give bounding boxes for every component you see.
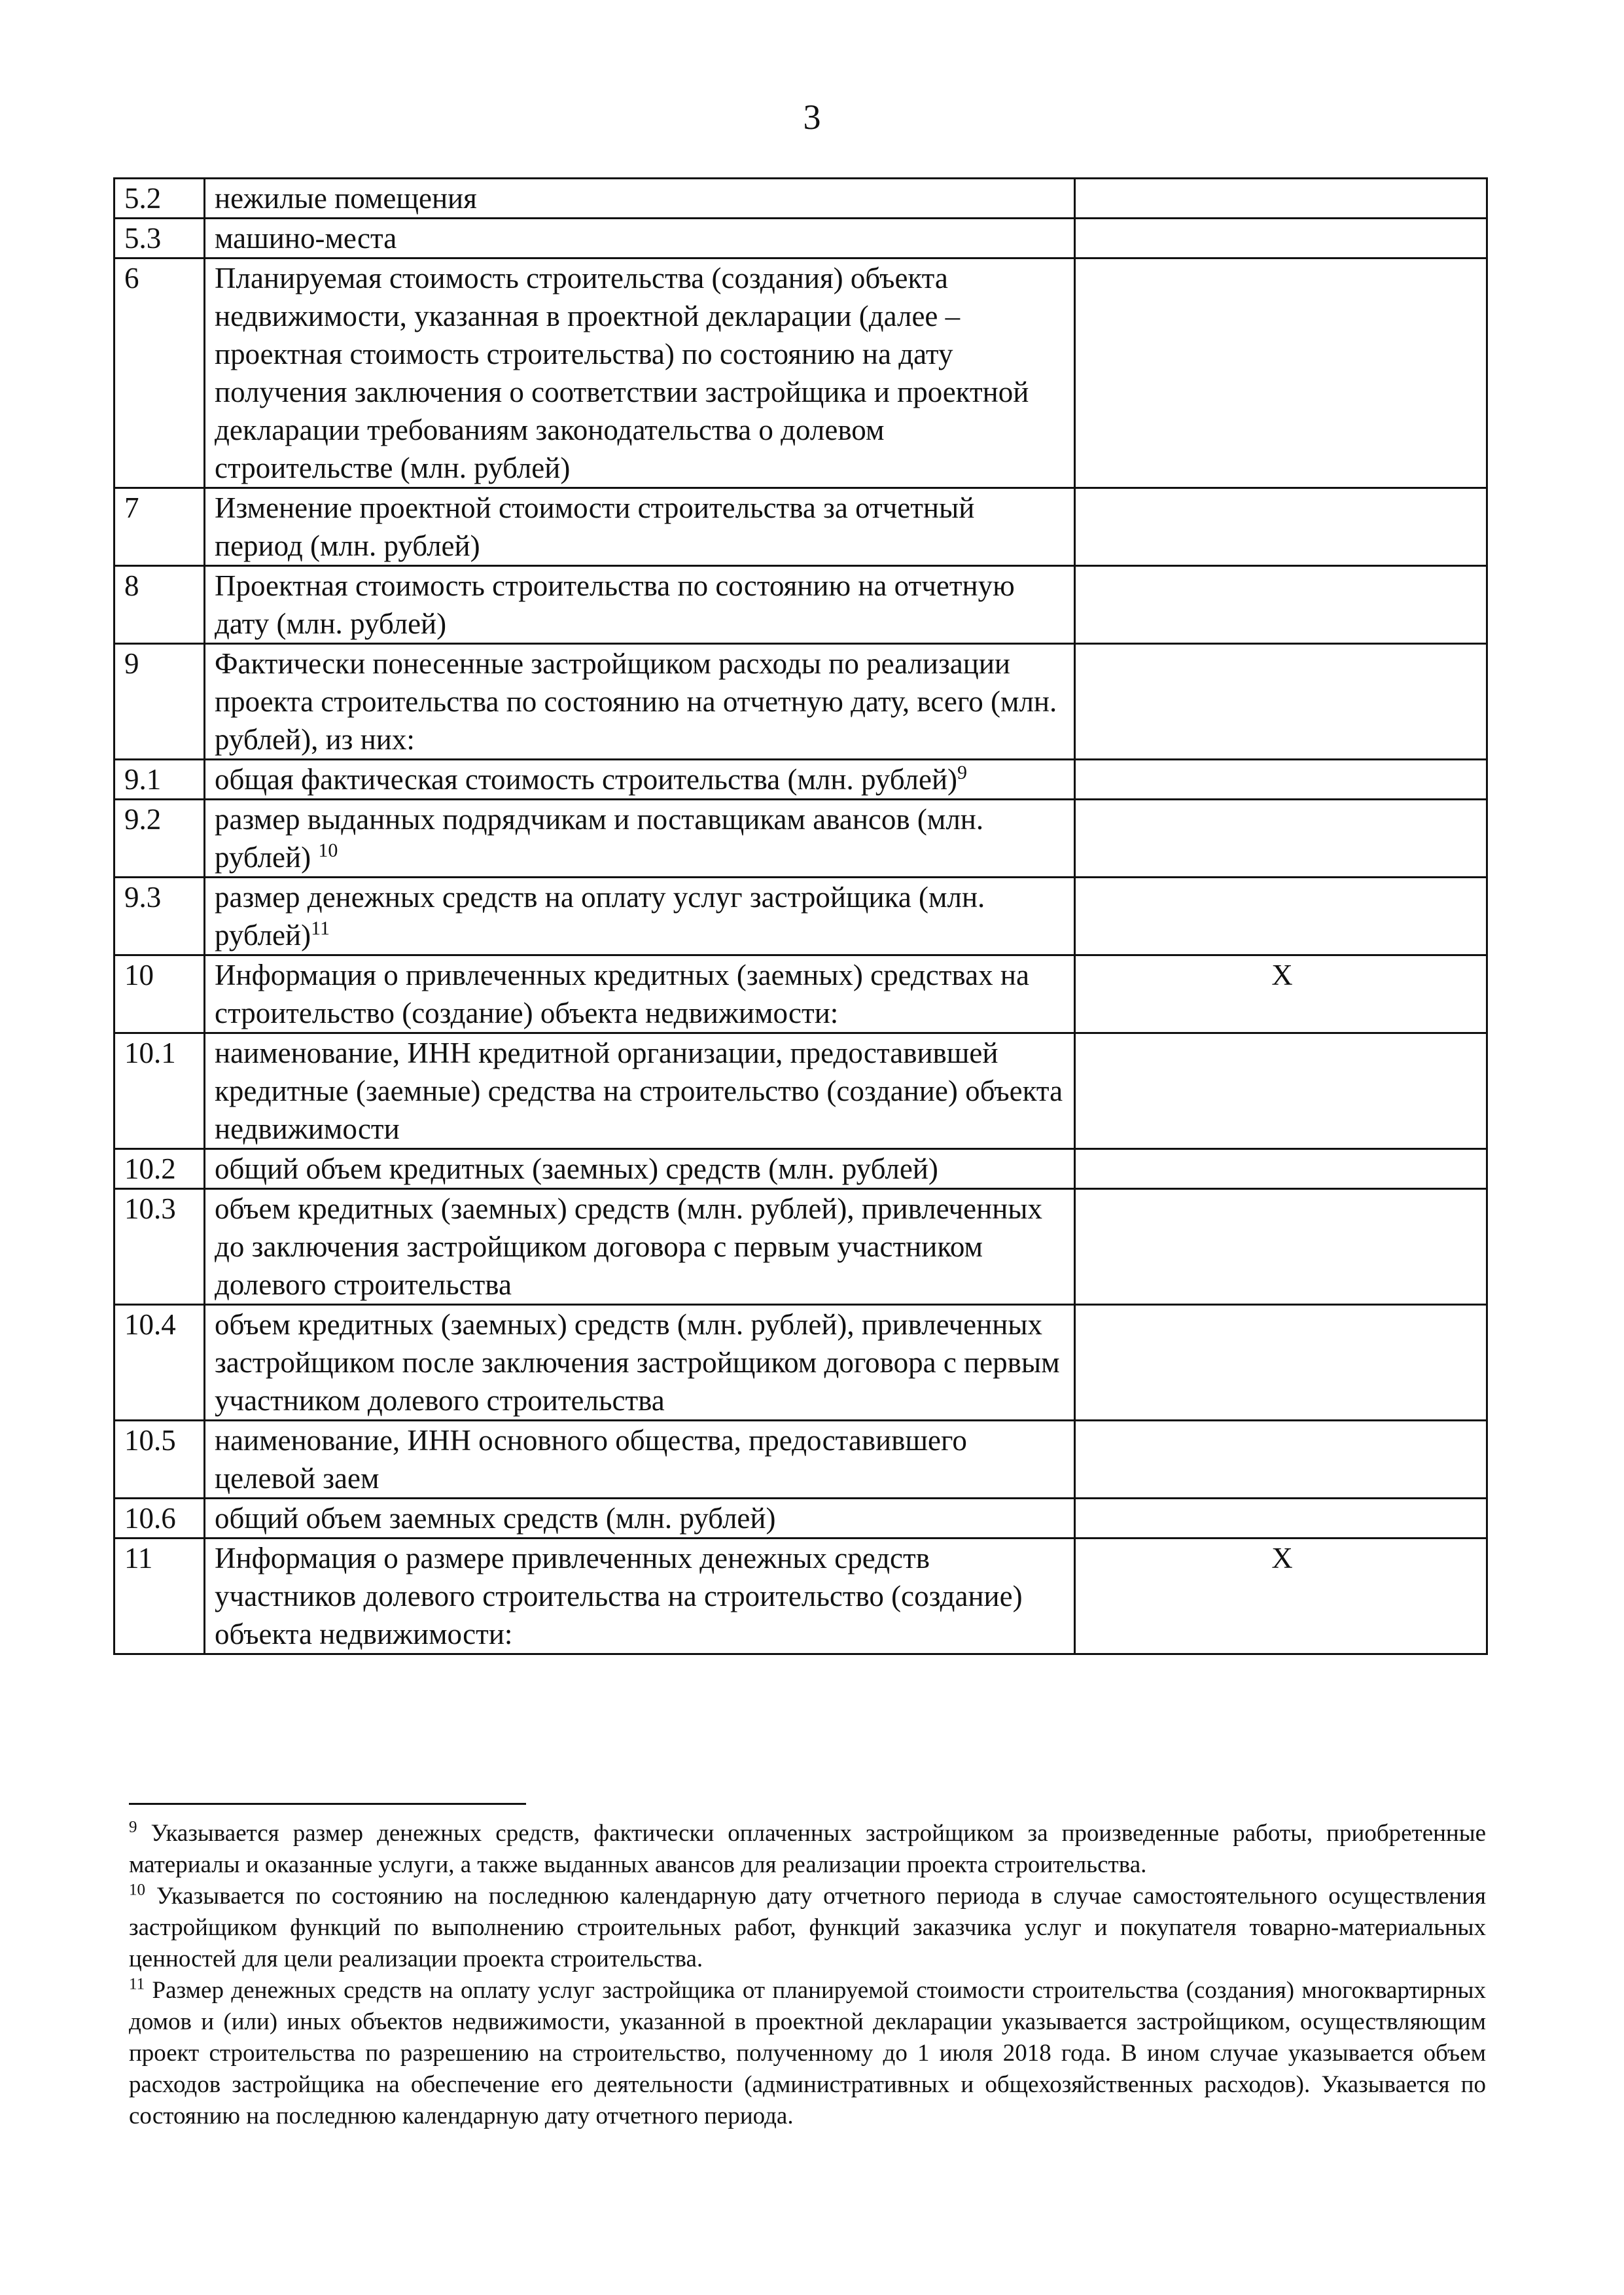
row-value: [1075, 644, 1487, 760]
footnote-mark: 11: [129, 1975, 145, 1993]
row-description-text: нежилые помещения: [215, 182, 477, 215]
row-description: [205, 1421, 1075, 1499]
row-number: 10.2: [115, 1149, 205, 1189]
table-row: [115, 1305, 1487, 1421]
row-number: 10: [115, 955, 205, 1033]
table-row: [115, 955, 1487, 1033]
row-number: 10.1: [115, 1033, 205, 1149]
footnotes: [129, 1818, 1486, 2132]
row-description-text: наименование, ИНН кредитной организации, предоставившей кредитные (заемные) средства на строительство (создание) объекта недвижимости: [215, 1037, 1063, 1145]
row-description: [205, 1539, 1075, 1654]
row-description: [205, 800, 1075, 878]
row-description-text: Планируемая стоимость строительства (создания) объекта недвижимости, указанная в проектной декларации (далее – проектная стоимость строительства) по состоянию на дату получения заключения о соответствии застройщика и проектной декларации требованиям законодательства о долевом строительстве (млн. рублей): [215, 262, 1029, 484]
footnote-text: Указывается по состоянию на последнюю календарную дату отчетного периода в случае самостоятельного осуществления застройщиком функций по выполнению строительных работ, функций заказчика услуг и покупателя товарно-материальных ценностей для цели реализации проекта строительства.: [129, 1883, 1487, 1972]
row-description-text: наименование, ИНН основного общества, предоставившего целевой заем: [215, 1424, 967, 1495]
row-description: [205, 955, 1075, 1033]
row-description: [205, 488, 1075, 566]
table-row: [115, 878, 1487, 955]
row-description: [205, 878, 1075, 955]
table-row: [115, 179, 1487, 219]
row-number: 9.3: [115, 878, 205, 955]
table-row: [115, 644, 1487, 760]
table-row: [115, 800, 1487, 878]
row-number: 9: [115, 644, 205, 760]
row-description-text: машино-места: [215, 222, 397, 255]
row-value: [1075, 800, 1487, 878]
row-description-text: общий объем заемных средств (млн. рублей): [215, 1502, 776, 1535]
row-description: [205, 1305, 1075, 1421]
row-description-text: Информация о привлеченных кредитных (заемных) средствах на строительство (создание) объекта недвижимости:: [215, 959, 1029, 1029]
row-number: 9.2: [115, 800, 205, 878]
table-row: [115, 258, 1487, 488]
row-value: [1075, 258, 1487, 488]
footnote-mark: 9: [129, 1818, 137, 1836]
footnote-text: Указывается размер денежных средств, фактически оплаченных застройщиком за произведенные работы, приобретенные материалы и оказанные услуги, а также выданных авансов для реализации проекта строительства.: [129, 1820, 1487, 1878]
row-value: [1075, 566, 1487, 644]
row-description-text: Информация о размере привлеченных денежных средств участников долевого строительства на строительство (создание) объекта недвижимости:: [215, 1542, 1023, 1650]
row-description: [205, 1189, 1075, 1305]
row-description-text: объем кредитных (заемных) средств (млн. рублей), привлеченных до заключения застройщиком договора с первым участником долевого строительства: [215, 1192, 1043, 1301]
row-number: 10.3: [115, 1189, 205, 1305]
table-row: [115, 1033, 1487, 1149]
row-description: [205, 219, 1075, 258]
row-number: 6: [115, 258, 205, 488]
row-number: 9.1: [115, 760, 205, 800]
row-value: Х: [1075, 1539, 1487, 1654]
table-row: [115, 219, 1487, 258]
row-number: 10.5: [115, 1421, 205, 1499]
footnote-separator: [129, 1803, 526, 1805]
row-description-text: Изменение проектной стоимости строительства за отчетный период (млн. рублей): [215, 491, 975, 562]
row-value: [1075, 1499, 1487, 1539]
row-description-text: общая фактическая стоимость строительства (млн. рублей): [215, 763, 958, 796]
table-row: [115, 1189, 1487, 1305]
row-value: [1075, 1189, 1487, 1305]
row-number: 10.4: [115, 1305, 205, 1421]
row-description-text: объем кредитных (заемных) средств (млн. рублей), привлеченных застройщиком после заключения застройщиком договора с первым участником долевого строительства: [215, 1308, 1060, 1417]
row-description: [205, 760, 1075, 800]
row-description-text: размер денежных средств на оплату услуг застройщика (млн. рублей): [215, 881, 985, 952]
table-row: [115, 488, 1487, 566]
row-description: [205, 179, 1075, 219]
row-number: 5.2: [115, 179, 205, 219]
footnote-text: Размер денежных средств на оплату услуг застройщика от планируемой стоимости строительства (создания) многоквартирных домов и (или) иных объектов недвижимости, указанной в проектной декларации указывается застройщиком, осуществляющим проект строительства по разрешению на строительство, полученному до 1 июля 2018 года. В ином случае указывается объем расходов застройщика на обеспечение его деятельности (административных и общехозяйственных расходов). Указывается по состоянию на последнюю календарную дату отчетного периода.: [129, 1977, 1487, 2129]
row-description: [205, 1499, 1075, 1539]
page-number: 3: [803, 98, 821, 137]
row-description-text: общий объем кредитных (заемных) средств (млн. рублей): [215, 1152, 938, 1185]
row-value: [1075, 179, 1487, 219]
table-row: [115, 566, 1487, 644]
row-value: [1075, 760, 1487, 800]
row-description: [205, 1149, 1075, 1189]
row-description-text: Проектная стоимость строительства по состоянию на отчетную дату (млн. рублей): [215, 569, 1015, 640]
footnote: [129, 1881, 1486, 1975]
table-row: [115, 1421, 1487, 1499]
row-number: 8: [115, 566, 205, 644]
report-table-body: [115, 179, 1487, 1654]
table-row: [115, 1149, 1487, 1189]
row-value: [1075, 1421, 1487, 1499]
row-value: [1075, 488, 1487, 566]
footnote: [129, 1818, 1486, 1881]
row-number: 11: [115, 1539, 205, 1654]
table-row: [115, 1539, 1487, 1654]
row-value: [1075, 878, 1487, 955]
row-number: 7: [115, 488, 205, 566]
row-description: [205, 644, 1075, 760]
footnote-reference: 11: [311, 917, 330, 939]
row-value: [1075, 1149, 1487, 1189]
row-value: [1075, 1033, 1487, 1149]
table-row: [115, 760, 1487, 800]
footnote-reference: 9: [957, 762, 968, 783]
row-description-text: Фактически понесенные застройщиком расходы по реализации проекта строительства по состоянию на отчетную дату, всего (млн. рублей), из них:: [215, 647, 1057, 756]
row-number: 10.6: [115, 1499, 205, 1539]
report-table: [113, 177, 1488, 1655]
row-description: [205, 1033, 1075, 1149]
row-number: 5.3: [115, 219, 205, 258]
footnote-reference: 10: [318, 840, 338, 861]
row-description-text: размер выданных подрядчикам и поставщикам авансов (млн. рублей): [215, 803, 984, 874]
footnote-mark: 10: [129, 1881, 145, 1899]
row-description: [205, 566, 1075, 644]
table-row: [115, 1499, 1487, 1539]
footnote: [129, 1975, 1486, 2132]
row-description: [205, 258, 1075, 488]
row-value: [1075, 1305, 1487, 1421]
row-value: Х: [1075, 955, 1487, 1033]
row-value: [1075, 219, 1487, 258]
